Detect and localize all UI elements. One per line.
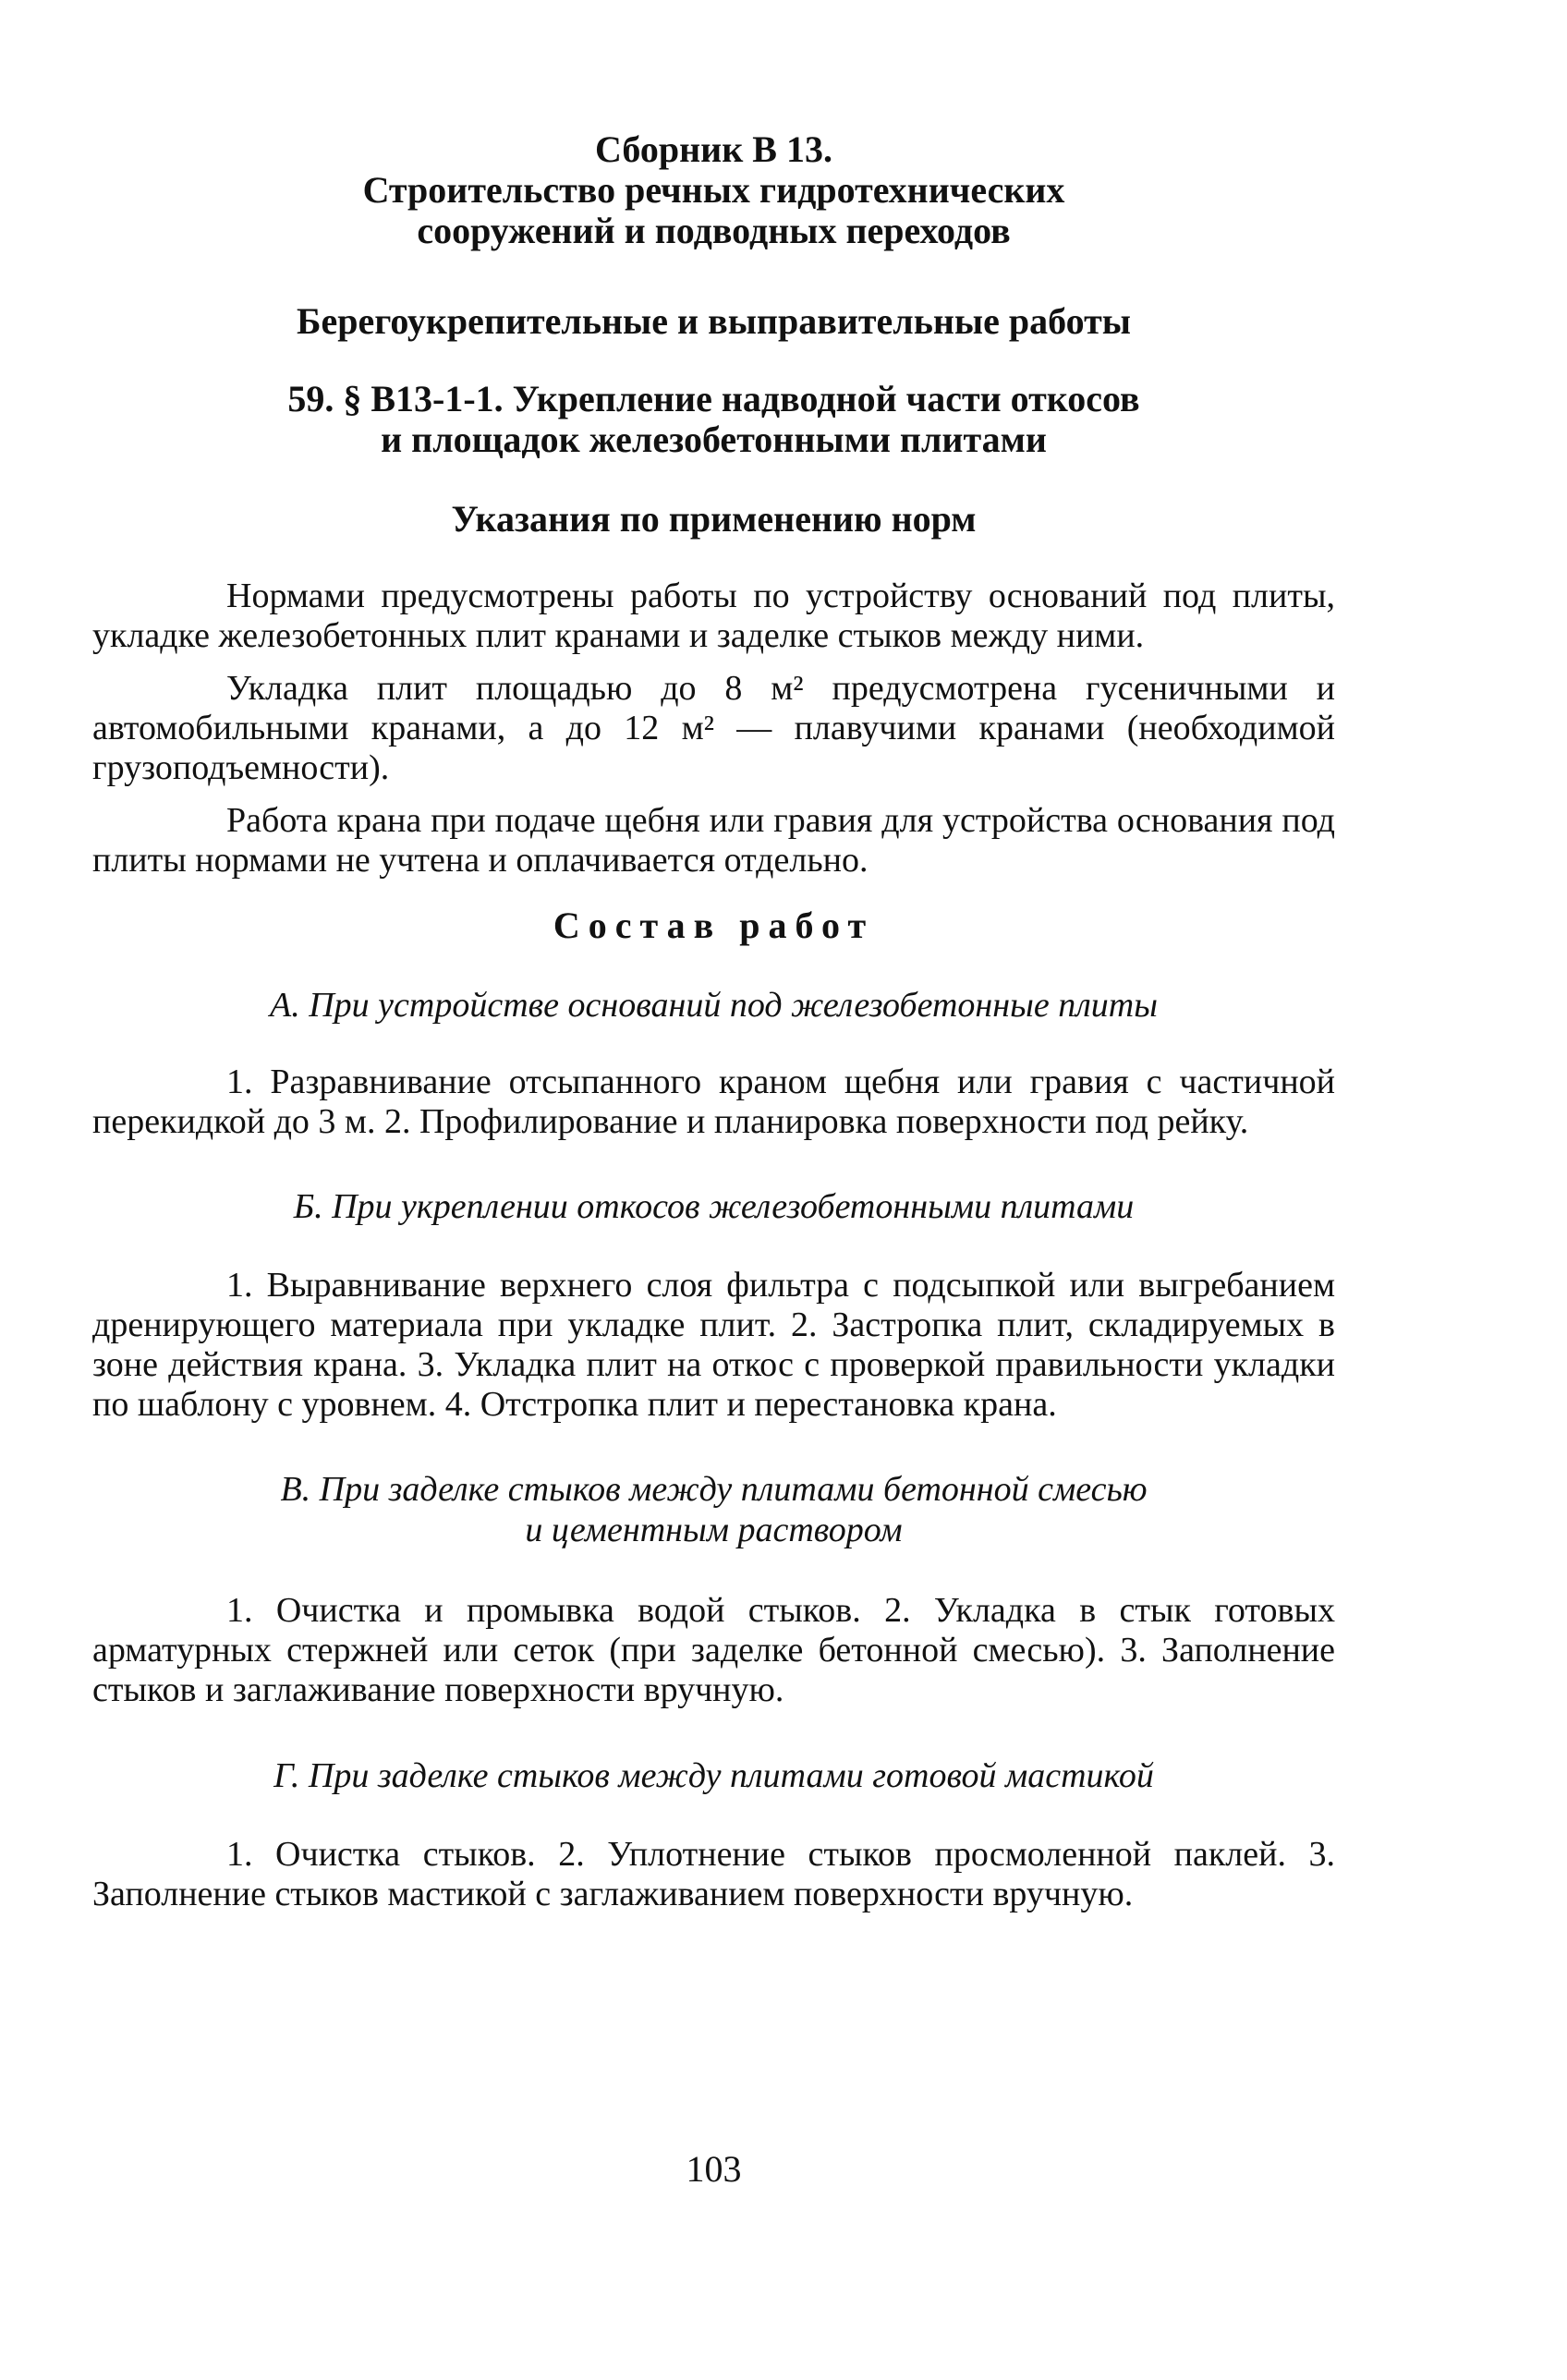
page-number [92,2147,1335,2191]
work-section-b-body [92,1266,1335,1438]
work-section-v-body [92,1591,1335,1723]
norm-title [92,379,1335,460]
work-section-v-title-line-1: В. При заделке стыков между плитами бетонной смесью [280,1470,1148,1509]
work-section-a-body [92,1062,1335,1155]
norm-title-line-1: 59. § В13-1-1. Укрепление надводной части откосов [287,378,1140,419]
instructions-heading-text: Указания по применению норм [451,498,977,540]
work-composition-heading [92,904,1335,947]
instruction-paragraph-1: Нормами предусмотрены работы по устройству оснований под плиты, укладке железобетонных плит кранами и заделке стыков между ними. [92,577,1335,655]
instructions-heading [92,499,1335,540]
work-section-b-text: 1. Выравнивание верхнего слоя фильтра с подсыпкой или выгребанием дренирующего материала при укладке плит. 2. Застропка плит, складируемых в зоне действия крана. 3. Укладка плит на откос с проверкой правильности укладки по шаблону с уровнем. 4. Отстропка плит и перестановка крана. [92,1266,1335,1424]
work-section-b-title-line-1: Б. При укреплении откосов железобетонными плитами [293,1187,1135,1226]
instruction-paragraph-3: Работа крана при подаче щебня или гравия для устройства основания под плиты нормами не учтена и оплачивается отдельно. [92,801,1335,880]
work-section-g-title-line-1: Г. При заделке стыков между плитами готовой мастикой [273,1756,1154,1795]
page-number-text: 103 [686,2148,742,2190]
work-section-v-title [92,1469,1335,1550]
collection-title: Сборник В 13. [595,128,832,170]
work-section-a-text: 1. Разравнивание отсыпанного краном щебня или гравия с частичной перекидкой до 3 м. 2. Профилирование и планировка поверхности под рейку. [92,1062,1335,1141]
instructions-body [92,577,1335,893]
work-composition-heading-text: Состав работ [553,905,875,946]
section-title-text: Берегоукрепительные и выправительные работы [297,300,1131,342]
work-section-g-body [92,1835,1335,1927]
work-section-b-title [92,1186,1335,1227]
work-section-g-title [92,1755,1335,1796]
collection-subject-line-2: сооружений и подводных переходов [417,210,1011,251]
collection-header [92,129,1335,251]
instruction-paragraph-2: Укладка плит площадью до 8 м² предусмотрена гусеничными и автомобильными кранами, а до 12 м² — плавучими кранами (необходимой грузоподъемности). [92,669,1335,787]
work-section-a-title-line-1: А. При устройстве оснований под железобетонные плиты [270,986,1158,1025]
section-title [92,301,1335,342]
collection-subject-line-1: Строительство речных гидротехнических [362,169,1065,211]
work-section-g-text: 1. Очистка стыков. 2. Уплотнение стыков просмоленной паклей. 3. Заполнение стыков мастикой с заглаживанием поверхности вручную. [92,1835,1335,1913]
norm-title-line-2: и площадок железобетонными плитами [381,419,1047,460]
work-section-v-title-line-2: и цементным раствором [525,1511,903,1549]
work-section-v-text: 1. Очистка и промывка водой стыков. 2. Укладка в стык готовых арматурных стержней или сеток (при заделке бетонной смесью). 3. Заполнение стыков и заглаживание поверхности вручную. [92,1591,1335,1709]
work-section-a-title [92,985,1335,1026]
